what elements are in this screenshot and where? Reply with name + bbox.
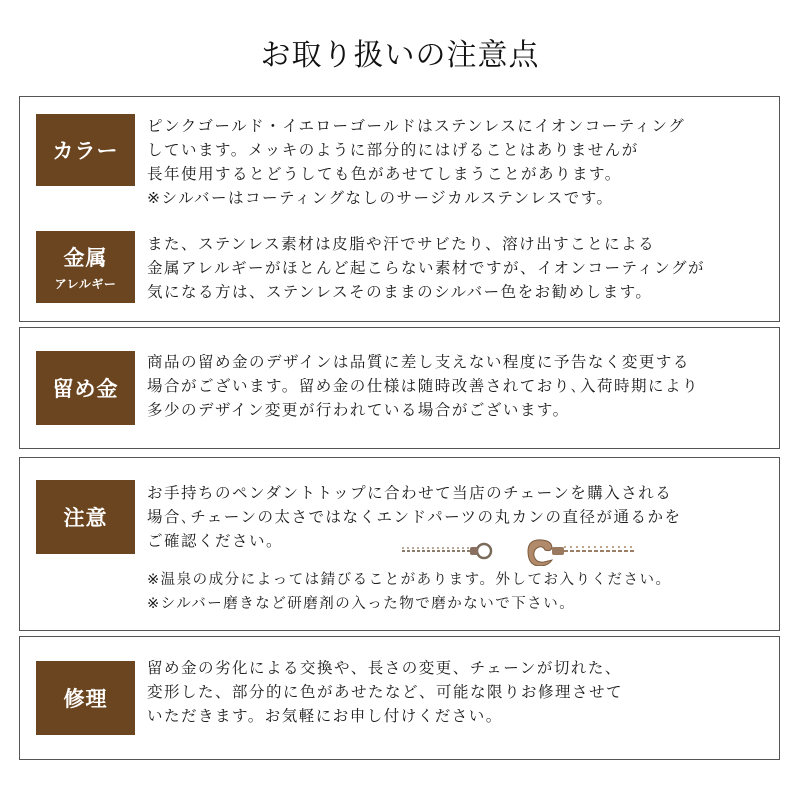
- label-metal-text: 金属: [63, 246, 108, 270]
- text-line: 長年使用するとどうしても色があせてしまうことがあります。: [147, 165, 622, 183]
- note-line: ※温泉の成分によっては錆びることがあります。外してお入りください。: [147, 572, 672, 588]
- label-repair: [36, 661, 135, 735]
- metal-allergy-text: [147, 232, 775, 304]
- repair-text: [147, 656, 775, 728]
- label-color: [36, 114, 135, 186]
- panel-repair: [19, 636, 780, 760]
- note-line: ※シルバー磨きなど研磨剤の入った物で磨かないで下さい。: [147, 596, 576, 612]
- text-line: しています。メッキのように部分的にはげることはありませんが: [147, 141, 639, 159]
- text-line: いただきます。お気軽にお申し付けください。: [147, 707, 503, 725]
- chain-end-cap: [470, 547, 478, 555]
- caution-notes: [147, 568, 775, 616]
- text-line: お手持ちのペンダントトップに合わせて当店のチェーンを購入される: [147, 484, 673, 502]
- label-clasp-text: 留め金: [52, 377, 119, 401]
- chain-links-right: [564, 547, 634, 551]
- color-text: [147, 114, 775, 210]
- page-title: お取り扱いの注意点: [260, 38, 540, 73]
- panel-color-allergy: [19, 96, 780, 322]
- label-caution: [36, 480, 135, 554]
- text-line: 商品の留め金のデザインは品質に差し支えない程度に予告なく変更する: [147, 353, 690, 371]
- clasp-connector: [552, 547, 564, 555]
- label-repair-text: 修理: [63, 687, 108, 711]
- text-line: 気になる方は、ステンレスそのままのシルバー色をお勧めします。: [147, 283, 653, 301]
- label-color-text: カラー: [52, 139, 119, 163]
- text-line: 場合がございます。留め金の仕様は随時改善されており､入荷時期により: [147, 377, 700, 395]
- text-line: ピンクゴールド・イエローゴールドはステンレスにイオンコーティング: [147, 117, 686, 135]
- text-line: 留め金の劣化による交換や、長さの変更、チェーンが切れた、: [147, 659, 622, 677]
- label-clasp: [36, 351, 135, 425]
- text-line: 多少のデザイン変更が行われている場合がございます。: [147, 401, 570, 419]
- clasp-text: [147, 350, 775, 422]
- panel-clasp: [19, 327, 780, 449]
- label-caution-text: 注意: [63, 506, 108, 530]
- text-line: ※シルバーはコーティングなしのサージカルステンレスです。: [147, 189, 614, 207]
- text-line: ご確認ください。: [147, 532, 284, 550]
- lobster-clasp: [528, 540, 552, 566]
- chain-links-left: [402, 548, 472, 551]
- panel-caution: [19, 457, 780, 631]
- label-allergy-text: アレルギー: [54, 277, 117, 291]
- text-line: また、ステンレス素材は皮脂や汗でサビたり、溶け出すことによる: [147, 235, 656, 253]
- jump-ring: [477, 544, 491, 558]
- label-metal-allergy: [36, 231, 135, 303]
- text-line: 変形した、部分的に色があせたなど、可能な限りお修理させて: [147, 683, 624, 701]
- chain-image: [400, 536, 640, 566]
- text-line: 金属アレルギーがほとんど起こらない素材ですが、イオンコーティングが: [147, 259, 705, 277]
- text-line: 場合､チェーンの太さではなくエンドパーツの丸カンの直径が通るかを: [147, 508, 682, 526]
